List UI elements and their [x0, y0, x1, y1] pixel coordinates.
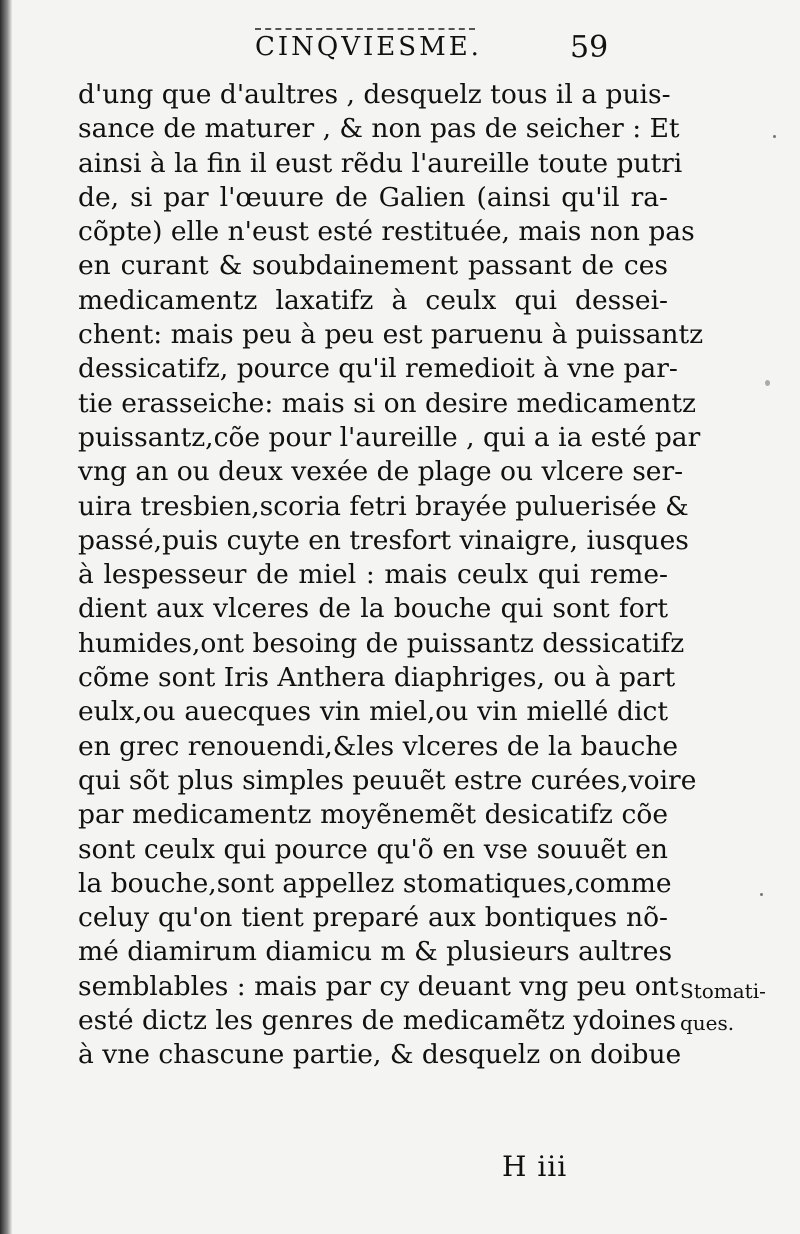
- text-line: semblables : mais par cy deuant vng peu ont: [78, 970, 679, 1002]
- text-line: d'ung que d'aultres , desquelz tous il a puis-: [78, 79, 671, 110]
- body-text: [78, 78, 704, 1073]
- page-gutter-shadow: [0, 0, 12, 1234]
- text-line: humides,ont besoing de puissantz dessicatifz: [78, 627, 685, 659]
- text-line: passé,puis cuyte en tresfort vinaigre, iusques: [78, 524, 689, 556]
- running-head: CINQVIESME.: [255, 32, 482, 62]
- text-line: tie erasseiche: mais si on desire medicamentz: [78, 387, 696, 419]
- text-line: en grec renouendi,&les vlceres de la bauche: [78, 730, 679, 762]
- text-line: qui sõt plus simples peuuẽt estre curées,voire: [78, 764, 697, 796]
- signature-mark: H iii: [502, 1150, 568, 1183]
- text-line: dient aux vlceres de la bouche qui sont fort: [78, 593, 668, 625]
- marginal-note-line: ques.: [680, 1011, 735, 1035]
- text-line: chent: mais peu à peu est paruenu à puissantz: [78, 319, 704, 351]
- text-line: en curant & soubdainement passant de ces: [78, 250, 668, 282]
- text-line: la bouche,sont appellez stomatiques,comme: [78, 867, 672, 899]
- text-line: esté dictz les genres de medicamẽtz ydoines: [78, 1005, 677, 1037]
- page-number: 59: [570, 30, 609, 65]
- text-line: vng an ou deux vexée de plage ou vlcere ser-: [78, 456, 684, 488]
- text-line: ainsi à la fin il eust rẽdu l'aureille toute putri: [78, 147, 683, 179]
- text-line: de, si par l'œuure de Galien (ainsi qu'il ra-: [78, 181, 668, 213]
- ink-speck: [773, 135, 776, 138]
- text-line: cõme sont Iris Anthera diaphriges, ou à part: [78, 662, 676, 694]
- text-line: uira tresbien,scoria fetri brayée puluerisée &: [78, 490, 689, 522]
- text-line: dessicatifz, pource qu'il remedioit à vne par-: [78, 353, 678, 385]
- text-line: medicamentz laxatifz à ceulx qui dessei-: [78, 284, 668, 316]
- text-line: cõpte) elle n'eust esté restituée, mais non pas: [78, 216, 695, 248]
- marginal-note-line: Stomati-: [680, 979, 766, 1003]
- text-line: sance de maturer , & non pas de seicher : Et: [78, 113, 680, 145]
- marginal-note: [680, 975, 792, 1039]
- text-line: par medicamentz moyẽnemẽt desicatifz cõe: [78, 799, 668, 831]
- header-rule: [255, 28, 475, 30]
- text-line: celuy qu'on tient preparé aux bontiques nõ-: [78, 902, 668, 934]
- text-line: sont ceulx qui pource qu'õ en vse souuẽt en: [78, 833, 668, 865]
- text-line: eulx,ou auecques vin miel,ou vin miellé dict: [78, 696, 668, 728]
- page-header: [255, 28, 615, 70]
- ink-speck: [760, 893, 763, 896]
- ink-speck: [765, 380, 770, 386]
- text-line: à lespesseur de miel : mais ceulx qui reme-: [78, 559, 668, 591]
- text-line: puissantz,cõe pour l'aureille , qui a ia esté par: [78, 421, 701, 453]
- text-line: mé diamirum diamicu m & plusieurs aultres: [78, 936, 673, 968]
- text-line: à vne chascune partie, & desquelz on doibue: [78, 1039, 682, 1071]
